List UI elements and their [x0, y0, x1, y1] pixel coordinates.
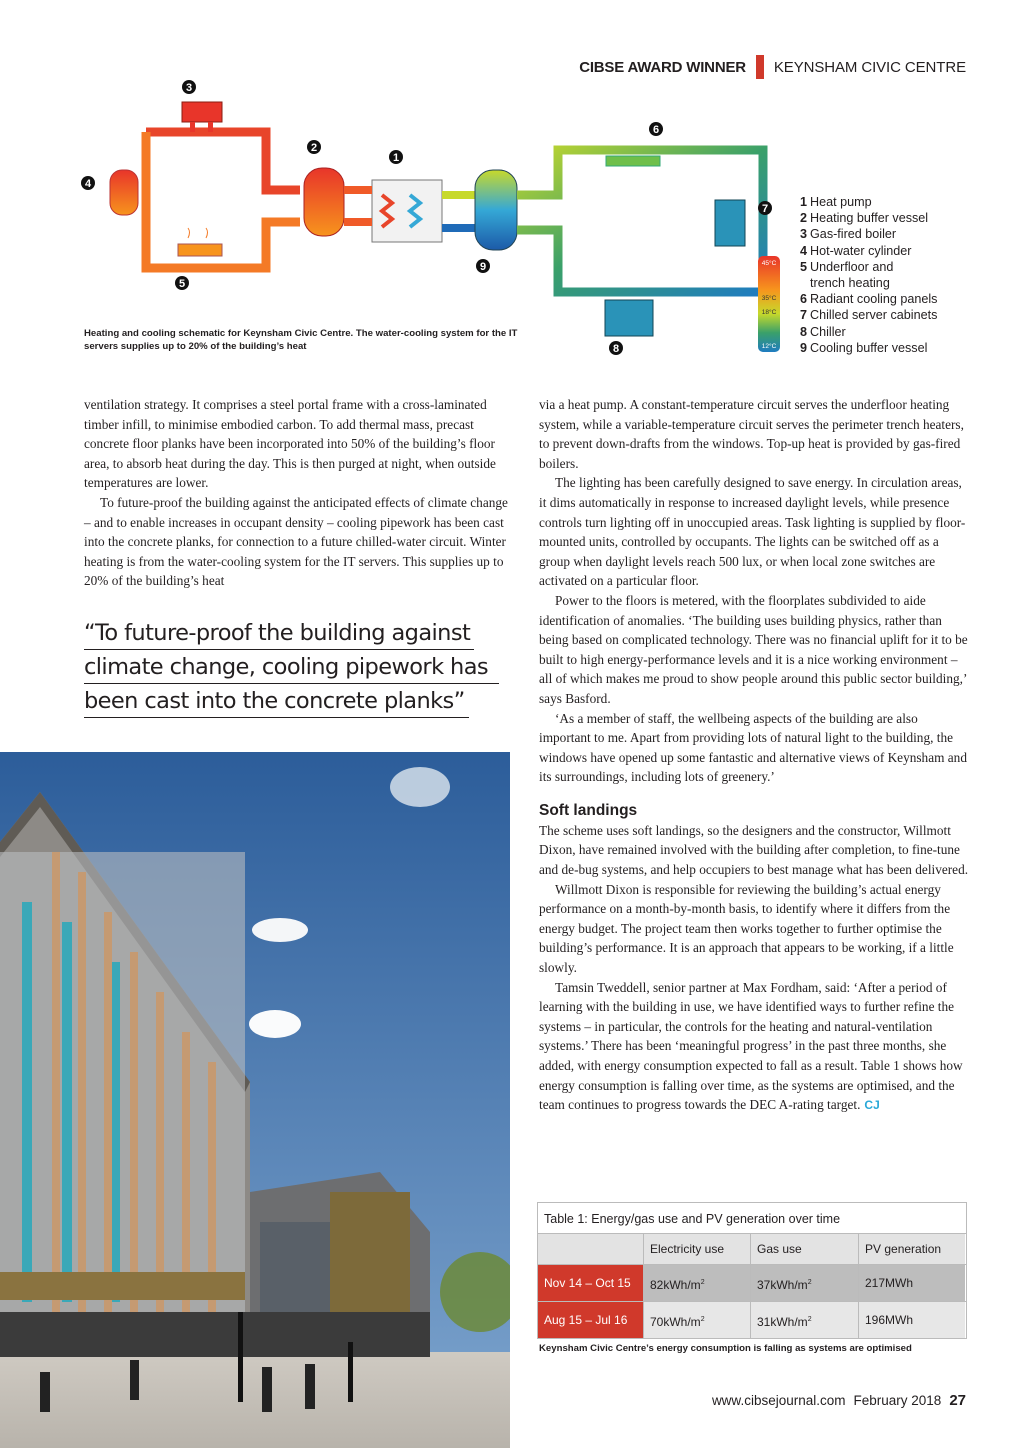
- gas-cell: $37kWh/m^2$: [751, 1265, 859, 1301]
- gas-cell: $31kWh/m^2$: [751, 1302, 859, 1338]
- paragraph: Willmott Dixon is responsible for reviewing the building’s actual energy performance on a month-by-month basis, to identify where it differs from the energy budget. The project team then works together to further optimise the building’s performance. It is an approach that appears to be working, if a little slowly.: [539, 881, 954, 976]
- paragraph: ‘As a member of staff, the wellbeing aspects of the building are also important to me. Apart from providing lots of natural light to the building, the windows have opened up some fantastic and alternative views of Keynsham and its surroundings, including lots of greenery.’: [539, 710, 967, 785]
- svg-text:12°C: 12°C: [761, 343, 777, 350]
- page-footer: [712, 1392, 966, 1409]
- table-title: Table 1: Energy/gas use and PV generation over time: [538, 1203, 966, 1234]
- legend-item: 4 Hot-water cylinder: [800, 243, 912, 258]
- svg-text:8: 8: [612, 343, 620, 355]
- period-cell: Aug 15 – Jul 16: [538, 1302, 644, 1338]
- pull-quote: [84, 616, 504, 718]
- diagram-legend: [800, 194, 937, 356]
- svg-text:7: 7: [761, 203, 769, 215]
- issue-date: February 2018: [853, 1393, 942, 1408]
- svg-text:2: 2: [310, 142, 318, 154]
- period-cell: Nov 14 – Oct 15: [538, 1265, 644, 1301]
- table-caption: Keynsham Civic Centre’s energy consumption is falling as systems are optimised: [539, 1343, 912, 1354]
- electricity-cell: $70kWh/m^2$: [644, 1302, 751, 1338]
- paragraph: via a heat pump. A constant-temperature circuit serves the underfloor heating system, while a variable-temperature circuit serves the perimeter trench heaters, to prevent down-drafts from the windows. Top-up heat is provided by gas-fired boilers.: [539, 397, 964, 471]
- svg-text:3: 3: [185, 82, 193, 94]
- paragraph: To future-proof the building against the anticipated effects of climate change – and to enable increases in occupant density – cooling pipework has been cast into the concrete planks, for connection to a future chilled-water circuit. Winter heating is from the water-cooling system for the IT servers. This supplies up to 20% of the building’s heat: [84, 494, 508, 589]
- pv-cell: 196MWh: [859, 1302, 965, 1338]
- svg-text:1: 1: [392, 152, 400, 164]
- legend-item: 7 Chilled server cabinets: [800, 308, 938, 323]
- paragraph: The scheme uses soft landings, so the designers and the constructor, Willmott Dixon, have remained involved with the building after completion, to fine-tune and de-bug systems, and help occupiers to best manage what has been delivered.: [539, 822, 969, 878]
- legend-item: 9 Cooling buffer vessel: [800, 340, 928, 355]
- table-header-cell: PV generation: [859, 1234, 965, 1264]
- table-header-cell: Electricity use: [644, 1234, 751, 1264]
- paragraph: Power to the floors is metered, with the floorplates subdivided to aide identification of anomalies. ‘The building uses building physics, rather than being based on complicated technology. There was no financial uplift for it to be built to high energy-performance levels and it is a nice working environment – all of which makes me proud to show people around this public sector building,’ says Basford.: [539, 592, 968, 706]
- legend-item: 6 Radiant cooling panels: [800, 292, 938, 307]
- topic-label: KEYNSHAM CIVIC CENTRE: [773, 58, 966, 76]
- page-number: 27: [949, 1392, 966, 1409]
- table-row: [538, 1265, 966, 1302]
- legend-item: 1 Heat pump: [800, 195, 872, 209]
- legend-item: 3 Gas-fired boiler: [800, 227, 897, 242]
- electricity-cell: $82kWh/m^2$: [644, 1265, 751, 1301]
- svg-text:4: 4: [84, 178, 92, 190]
- diagram-caption: Heating and cooling schematic for Keynsham Civic Centre. The water-cooling system for the IT servers supplies up to 20% of the building’s heat: [84, 328, 518, 352]
- legend-item-continued: trench heating: [810, 276, 890, 291]
- energy-table: [537, 1202, 967, 1339]
- table-header-cell: [538, 1234, 644, 1264]
- paragraph: The lighting has been carefully designed to save energy. In circulation areas, it dims automatically in response to increased daylight levels, while presence controls turn lighting off in unoccupied areas. Task lighting is supplied by floor-mounted units, controlled by occupants. The lights can be switched off as a group when daylight levels reach 500 lux, or when local zone switches are activated on a particular floor.: [539, 475, 966, 589]
- table-header-cell: Gas use: [751, 1234, 859, 1264]
- paragraph: Tamsin Tweddell, senior partner at Max Fordham, said: ‘After a period of learning with the building in use, we have identified ways to further refine the systems – in particular, the controls for the heating and natural-ventilation systems.’ There has been ‘meaningful progress’ in the past three months, she added, with energy consumption expected to fall as a result. Table 1 shows how energy consumption is falling over time, as the systems are optimised, and the team continues to progress towards the DEC A-rating target. CJ: [539, 979, 963, 1113]
- legend-item: 8 Chiller: [800, 324, 846, 339]
- svg-text:45°C: 45°C: [761, 260, 777, 267]
- pull-quote-line: “To future-proof the building against: [84, 616, 474, 650]
- svg-text:35°C: 35°C: [761, 295, 777, 302]
- pull-quote-line: been cast into the concrete planks”: [84, 684, 469, 718]
- svg-text:6: 6: [652, 124, 660, 136]
- svg-text:9: 9: [479, 261, 487, 273]
- legend-item: 5 Underfloor and: [800, 259, 894, 274]
- svg-text:5: 5: [178, 278, 186, 290]
- journal-url[interactable]: www.cibsejournal.com: [711, 1393, 846, 1408]
- svg-text:18°C: 18°C: [761, 309, 777, 316]
- pull-quote-line: climate change, cooling pipework has: [84, 650, 499, 684]
- body-column-right: [539, 395, 969, 1116]
- table-row: [538, 1302, 966, 1338]
- pv-cell: 217MWh: [859, 1265, 965, 1301]
- legend-item: 2 Heating buffer vessel: [800, 211, 929, 226]
- body-column-left: [84, 395, 514, 591]
- section-label: CIBSE AWARD WINNER: [579, 58, 746, 76]
- end-mark: CJ: [864, 1098, 880, 1113]
- paragraph: ventilation strategy. It comprises a steel portal frame with a cross-laminated timber infill, to minimise embodied carbon. To add thermal mass, precast concrete floor planks have been incorporated into 50% of the building’s floor area, to absorb heat during the day. This is then purged at night, when outside temperatures are lower.: [84, 397, 496, 491]
- building-photo: [0, 752, 510, 1448]
- heating-cooling-schematic: [70, 70, 790, 360]
- section-subheading: Soft landings: [539, 801, 638, 819]
- table-header-row: [538, 1234, 966, 1265]
